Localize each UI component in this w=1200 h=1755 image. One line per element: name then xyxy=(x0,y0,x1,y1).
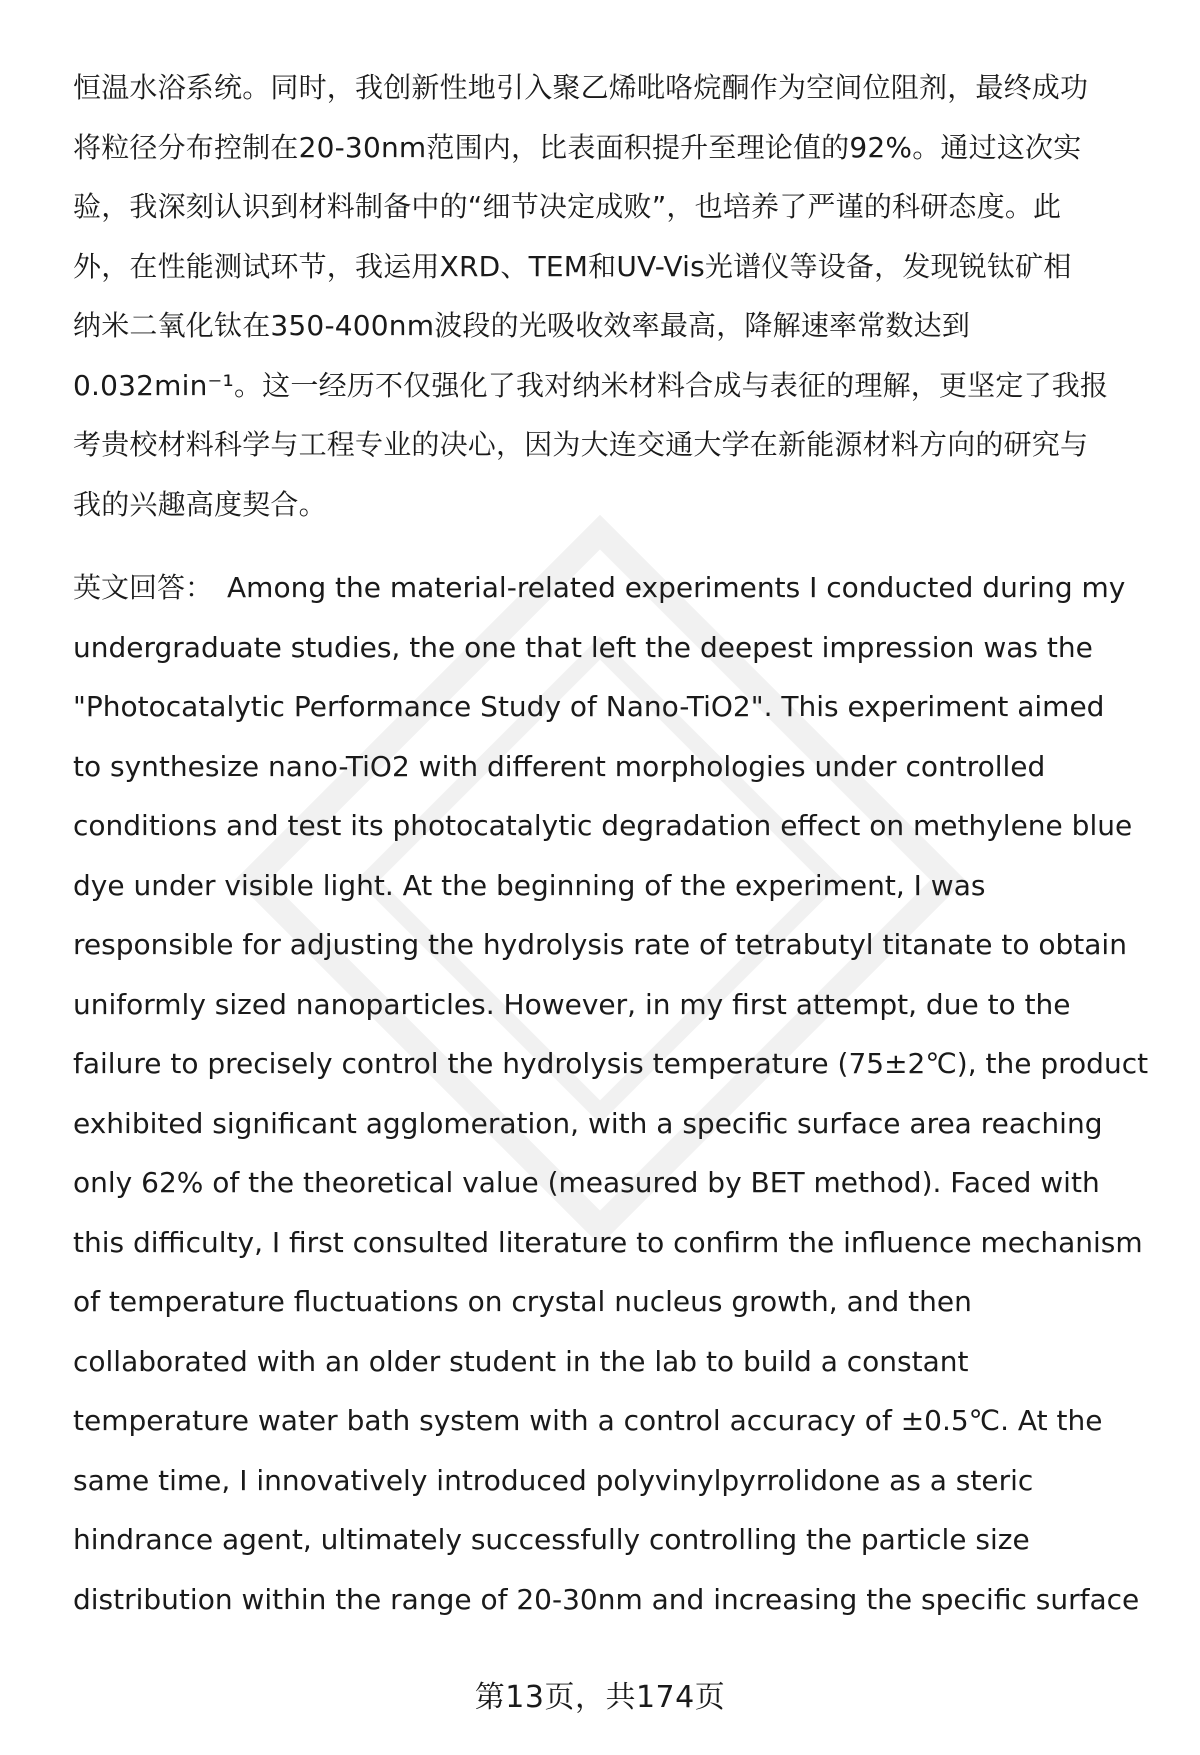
paragraph-line: to synthesize nano-TiO2 with different morphologies under controlled xyxy=(73,749,1046,783)
paragraph-line: same time, I innovatively introduced polyvinylpyrrolidone as a steric xyxy=(73,1463,1034,1497)
paragraph-line: this difficulty, I first consulted literature to confirm the influence mechanism xyxy=(73,1225,1143,1259)
chinese-answer-paragraph xyxy=(73,58,1163,534)
paragraph-line: 恒温水浴系统。同时，我创新性地引入聚乙烯吡咯烷酮作为空间位阻剂，最终成功 xyxy=(73,71,1089,104)
paragraph-line: undergraduate studies, the one that left the deepest impression was the xyxy=(73,630,1093,664)
paragraph-line: temperature water bath system with a control accuracy of ±0.5℃. At the xyxy=(73,1404,1103,1437)
paragraph-line: failure to precisely control the hydrolysis temperature (75±2℃), the product xyxy=(73,1047,1149,1080)
paragraph-first-line xyxy=(73,558,1163,618)
paragraph-line: hindrance agent, ultimately successfully controlling the particle size xyxy=(73,1523,1030,1556)
paragraph-line: only 62% of the theoretical value (measured by BET method). Faced with xyxy=(73,1166,1100,1199)
paragraph-line: 考贵校材料科学与工程专业的决心，因为大连交通大学在新能源材料方向的研究与 xyxy=(73,428,1089,461)
paragraph-line: Among the material-related experiments I conducted during my xyxy=(227,571,1126,604)
document-body xyxy=(73,58,1163,1629)
paragraph-line: 纳米二氧化钛在350-400nm波段的光吸收效率最高，降解速率常数达到 xyxy=(73,309,971,342)
paragraph-line: 将粒径分布控制在20-30nm范围内，比表面积提升至理论值的92%。通过这次实 xyxy=(73,130,1082,164)
paragraph-line: 0.032min⁻¹。这一经历不仅强化了我对纳米材料合成与表征的理解，更坚定了我报 xyxy=(73,368,1109,402)
paragraph-line: conditions and test its photocatalytic degradation effect on methylene blue xyxy=(73,809,1133,842)
paragraph-line: "Photocatalytic Performance Study of Nano-TiO2". This experiment aimed xyxy=(73,690,1105,723)
paragraph-line: exhibited significant agglomeration, with a specific surface area reaching xyxy=(73,1106,1103,1140)
paragraph-line: of temperature fluctuations on crystal nucleus growth, and then xyxy=(73,1285,972,1318)
page-number-footer: 第13页，共174页 xyxy=(474,1680,726,1715)
paragraph-line: 外，在性能测试环节，我运用XRD、TEM和UV-Vis光谱仪等设备，发现锐钛矿相 xyxy=(73,249,1072,283)
english-answer-paragraph xyxy=(73,558,1163,1629)
paragraph-line: distribution within the range of 20-30nm and increasing the specific surface xyxy=(73,1582,1140,1616)
paragraph-line: responsible for adjusting the hydrolysis rate of tetrabutyl titanate to obtain xyxy=(73,928,1127,961)
paragraph-line: 我的兴趣高度契合。 xyxy=(73,487,327,521)
paragraph-line: collaborated with an older student in the lab to build a constant xyxy=(73,1344,969,1378)
paragraph-line: 验，我深刻认识到材料制备中的“细节决定成败”，也培养了严谨的科研态度。此 xyxy=(73,190,1062,223)
paragraph-line: uniformly sized nanoparticles. However, in my first attempt, due to the xyxy=(73,987,1071,1021)
paragraph-line: dye under visible light. At the beginning of the experiment, I was xyxy=(73,868,986,902)
english-answer-label: 英文回答： xyxy=(73,571,214,604)
